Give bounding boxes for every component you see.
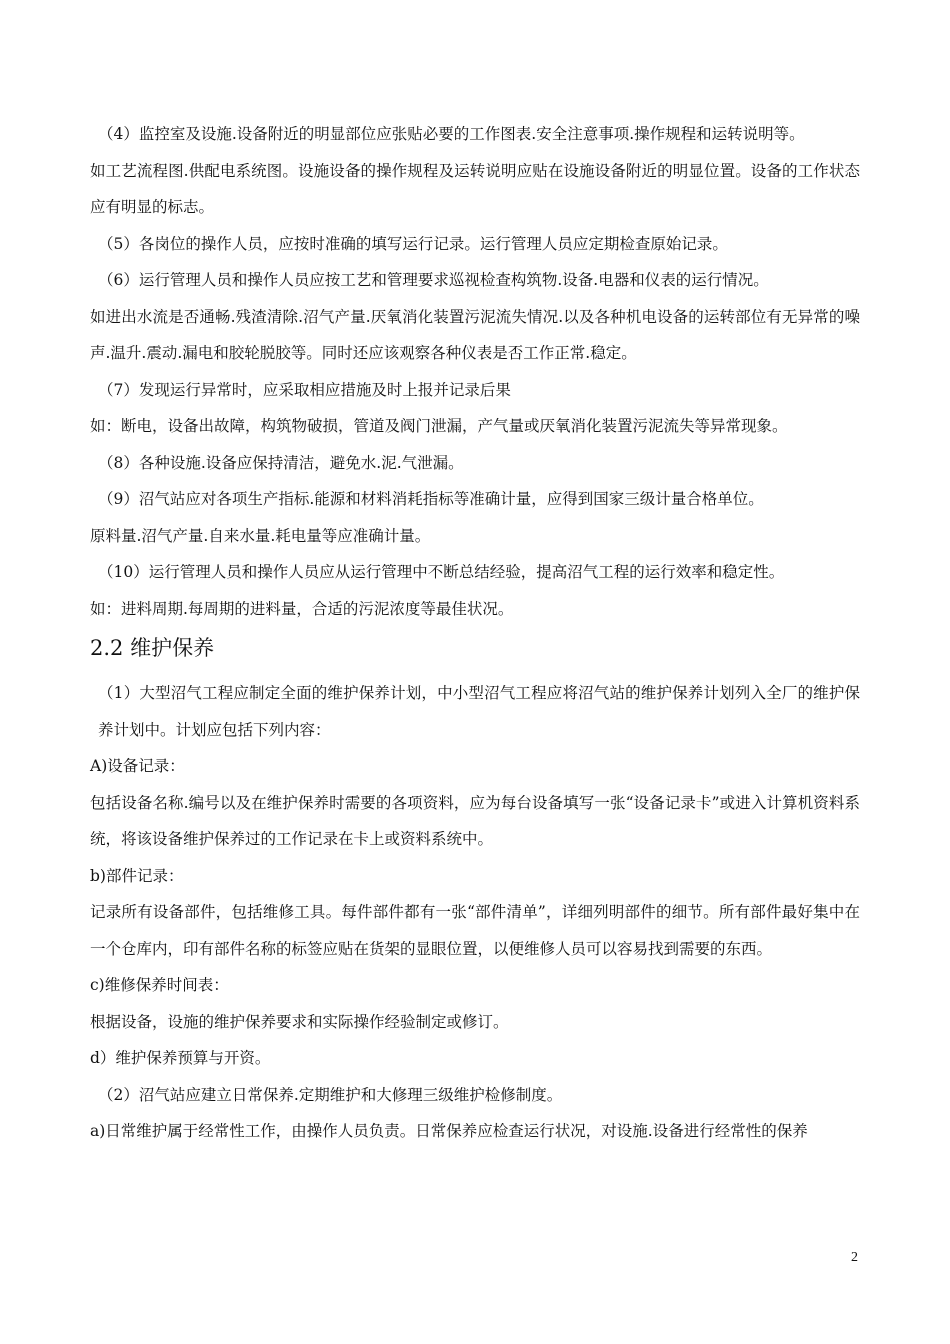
paragraph: 记录所有设备部件，包括维修工具。每件部件都有一张“部件清单”，详细列明部件的细节。所有部件最好集中在一个仓库内，印有部件名称的标签应贴在货架的显眼位置，以便维修人员可以容易找到需要的东西。 (90, 903, 860, 958)
paragraph: d）维护保养预算与开资。 (90, 1049, 271, 1067)
paragraph: 根据设备，设施的维护保养要求和实际操作经验制定或修订。 (90, 1012, 509, 1031)
paragraph: 如：进料周期.每周期的进料量，合适的污泥浓度等最佳状况。 (90, 599, 514, 618)
page-number: 2 (851, 1250, 858, 1265)
paragraph: 如：断电，设备出故障，构筑物破损，管道及阀门泄漏，产气量或厌氧消化装置污泥流失等异常现象。 (90, 417, 788, 435)
document-body (90, 116, 860, 1150)
paragraph: （2）沼气站应建立日常保养.定期维护和大修理三级维护检修制度。 (98, 1085, 563, 1104)
paragraph: 如进出水流是否通畅.残渣清除.沼气产量.厌氧消化装置污泥流失情况.以及各种机电设备的运转部位有无异常的噪声.温升.震动.漏电和胶轮脱胶等。同时还应该观察各种仪表是否工作正常.稳定。 (90, 307, 860, 362)
paragraph: 如工艺流程图.供配电系统图。设施设备的操作规程及运转说明应贴在设施设备附近的明显位置。设备的工作状态应有明显的标志。 (90, 161, 860, 216)
paragraph: （8）各种设施.设备应保持清洁，避免水.泥.气泄漏。 (98, 453, 464, 472)
paragraph: a)日常维护属于经常性工作，由操作人员负责。日常保养应检查运行状况，对设施.设备进行经常性的保养 (90, 1122, 808, 1140)
paragraph: （6）运行管理人员和操作人员应按工艺和管理要求巡视检查构筑物.设备.电器和仪表的运行情况。 (98, 271, 769, 289)
section-heading: 2.2 维护保养 (90, 636, 215, 660)
paragraph: 包括设备名称.编号以及在维护保养时需要的各项资料，应为每台设备填写一张“设备记录卡”或进入计算机资料系统，将该设备维护保养过的工作记录在卡上或资料系统中。 (90, 793, 860, 848)
paragraph: 原料量.沼气产量.自来水量.耗电量等应准确计量。 (90, 526, 431, 545)
paragraph: （4）监控室及设施.设备附近的明显部位应张贴必要的工作图表.安全注意事项.操作规程和运转说明等。 (98, 125, 805, 143)
paragraph: （5）各岗位的操作人员，应按时准确的填写运行记录。运行管理人员应定期检查原始记录。 (98, 234, 728, 253)
paragraph: （9）沼气站应对各项生产指标.能源和材料消耗指标等准确计量，应得到国家三级计量合格单位。 (98, 490, 764, 508)
paragraph: （1）大型沼气工程应制定全面的维护保养计划，中小型沼气工程应将沼气站的维护保养计划列入全厂的维护保养计划中。计划应包括下列内容： (98, 684, 860, 739)
paragraph: b)部件记录： (90, 866, 184, 885)
paragraph: c)维修保养时间表： (90, 976, 229, 994)
paragraph: A)设备记录： (90, 757, 185, 775)
paragraph: （7）发现运行异常时，应采取相应措施及时上报并记录后果 (98, 380, 511, 399)
paragraph: （10）运行管理人员和操作人员应从运行管理中不断总结经验，提高沼气工程的运行效率和稳定性。 (98, 563, 785, 581)
